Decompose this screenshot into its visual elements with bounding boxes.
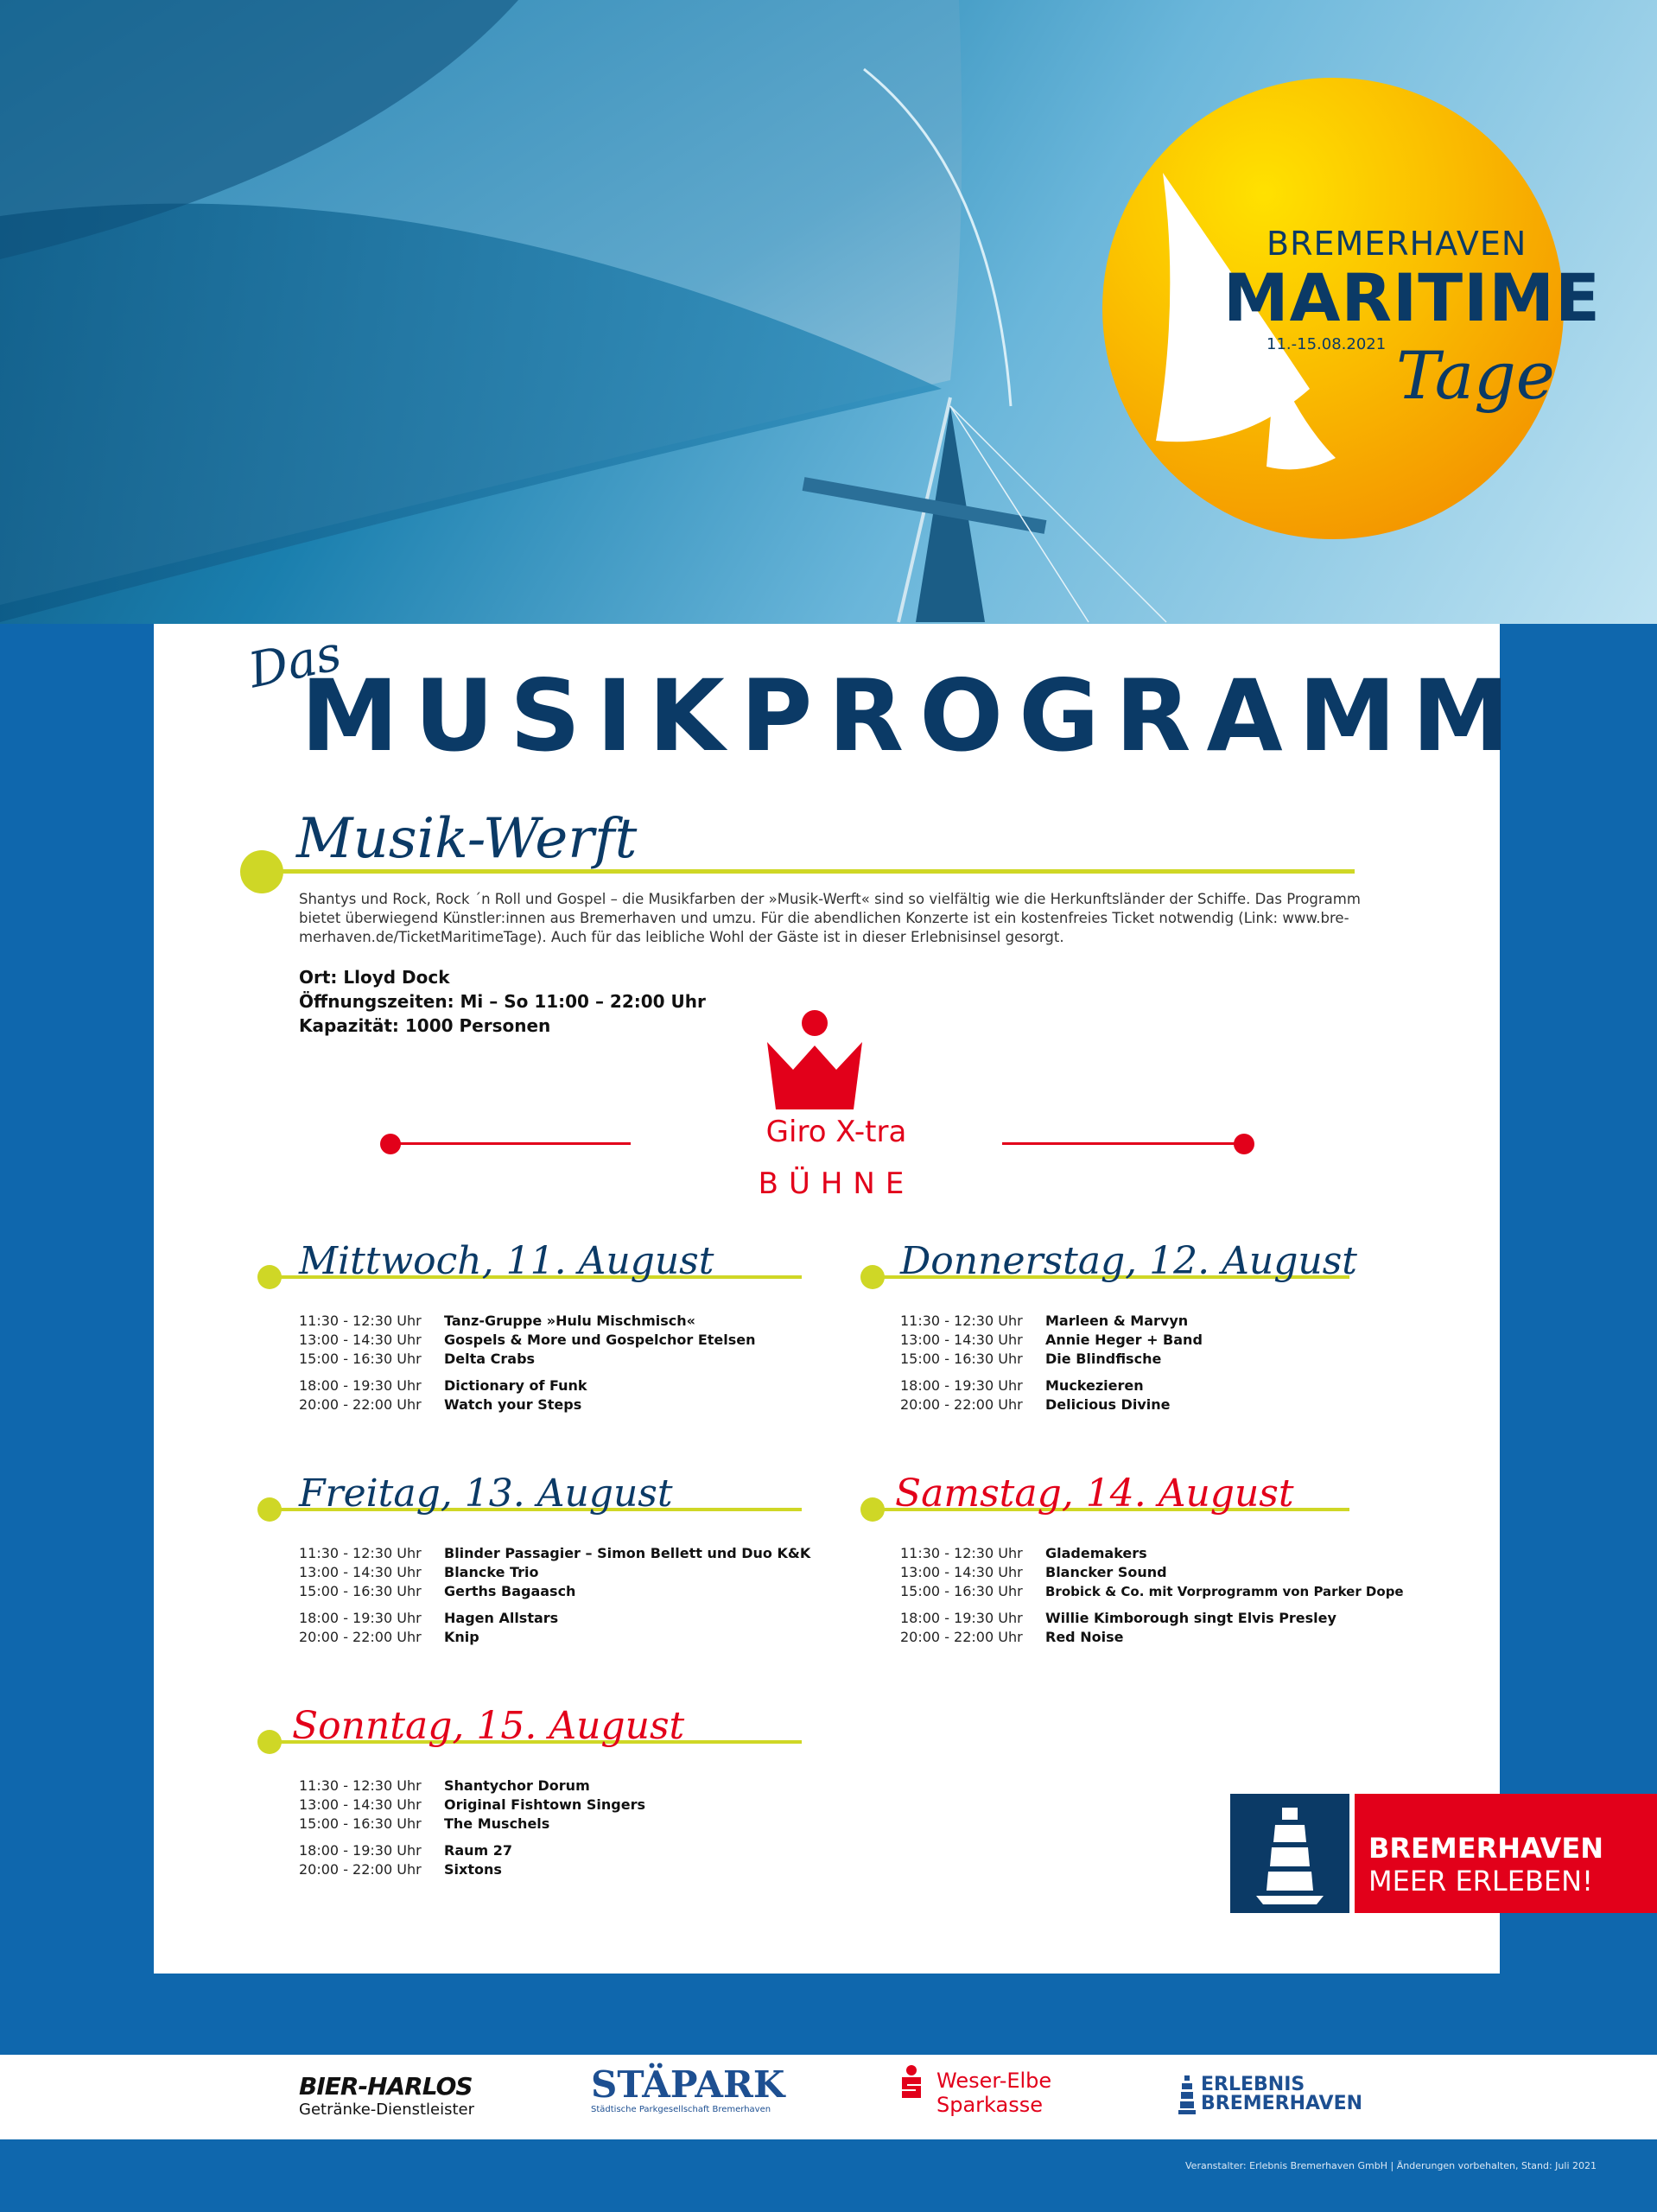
brand-line1: BREMERHAVEN — [1368, 1832, 1604, 1865]
act: Delta Crabs — [444, 1351, 536, 1367]
act: Hagen Allstars — [444, 1610, 559, 1626]
erlebnis-line1: ERLEBNIS — [1201, 2074, 1305, 2095]
time: 11:30 - 12:30 Uhr — [299, 1777, 422, 1794]
logo-tage: Tage — [1396, 337, 1555, 414]
time: 18:00 - 19:30 Uhr — [299, 1842, 422, 1859]
time: 15:00 - 16:30 Uhr — [299, 1815, 422, 1832]
time: 11:30 - 12:30 Uhr — [900, 1313, 1023, 1329]
act: Sixtons — [444, 1861, 502, 1878]
act: Die Blindfische — [1045, 1351, 1162, 1367]
section-info — [299, 965, 706, 1038]
bremerhaven-brand-logo — [1230, 1794, 1657, 1913]
bier-harlos-sub: Getränke-Dienstleister — [299, 2101, 475, 2119]
day-block-sunday — [257, 1704, 914, 1891]
time: 20:00 - 22:00 Uhr — [900, 1396, 1023, 1413]
time: 13:00 - 14:30 Uhr — [299, 1796, 422, 1813]
day-block-friday — [257, 1471, 914, 1658]
time: 18:00 - 19:30 Uhr — [299, 1377, 422, 1394]
act: Glademakers — [1045, 1545, 1147, 1561]
day-title: Freitag, 13. August — [299, 1471, 673, 1516]
time: 13:00 - 14:30 Uhr — [299, 1564, 422, 1580]
erlebnis-ship-icon — [1178, 2075, 1196, 2115]
stage-dot-left — [380, 1134, 401, 1154]
act: Muckezieren — [1045, 1377, 1144, 1394]
section-description: Shantys und Rock, Rock ´n Roll und Gospel – die Musikfarben der »Musik-Werft« sind so vielfältig wie die Herkunftsländer der Schiffe. Das Programm bietet überwiegend Künstler:innen aus Bremerhaven und umzu. Für die abendlichen Konzerte ist ein kostenfreies Ticket notwendig (Link: www.bre-merhaven.de/TicketMaritimeTage). Auch für das leibliche Wohl der Gäste ist in dieser Erlebnisinsel gesorgt. — [299, 891, 1361, 945]
day-title: Donnerstag, 12. August — [900, 1239, 1357, 1283]
erlebnis-line2: BREMERHAVEN — [1201, 2093, 1363, 2114]
time: 11:30 - 12:30 Uhr — [299, 1313, 422, 1329]
logo-dates: 11.-15.08.2021 — [1267, 335, 1387, 353]
day-title: Mittwoch, 11. August — [299, 1239, 714, 1283]
act: Tanz-Gruppe »Hulu Mischmisch« — [444, 1313, 695, 1329]
staepark-name: STÄPARK — [591, 2063, 785, 2106]
act: Willie Kimborough singt Elvis Presley — [1045, 1610, 1336, 1626]
staepark-sub: Städtische Parkgesellschaft Bremerhaven — [591, 2105, 771, 2114]
capacity-text: Kapazität: 1000 Personen — [299, 1015, 551, 1036]
time: 20:00 - 22:00 Uhr — [299, 1861, 422, 1878]
footer-note: Veranstalter: Erlebnis Bremerhaven GmbH | Änderungen vorbehalten, Stand: Juli 2021 — [1185, 2160, 1597, 2171]
act: Watch your Steps — [444, 1396, 582, 1413]
day-block-thursday — [860, 1239, 1465, 1426]
program-panel — [154, 624, 1526, 1974]
act: Knip — [444, 1629, 479, 1645]
stage-dot-right — [1234, 1134, 1254, 1154]
maritime-tage-logo — [1102, 78, 1601, 539]
sparkasse-line1: Weser-Elbe — [936, 2069, 1052, 2093]
time: 15:00 - 16:30 Uhr — [900, 1583, 1023, 1599]
page-title: MUSIKPROGRAMM — [301, 658, 1526, 773]
brand-text-box — [1355, 1794, 1657, 1913]
act: Raum 27 — [444, 1842, 513, 1859]
act: Blinder Passagier – Simon Bellett und Duo K&K — [444, 1545, 811, 1561]
bier-harlos-name: BIER-HARLOS — [299, 2072, 473, 2101]
act: Annie Heger + Band — [1045, 1332, 1203, 1348]
day-title: Samstag, 14. August — [895, 1471, 1294, 1516]
logo-bremerhaven: BREMERHAVEN — [1267, 225, 1527, 263]
time: 18:00 - 19:30 Uhr — [299, 1610, 422, 1626]
act: Gerths Bagaasch — [444, 1583, 576, 1599]
act: Dictionary of Funk — [444, 1377, 587, 1394]
act: Blancke Trio — [444, 1564, 539, 1580]
sparkasse-icon — [900, 2065, 923, 2100]
stage-line-right — [1002, 1142, 1246, 1145]
time: 11:30 - 12:30 Uhr — [900, 1545, 1023, 1561]
day-title: Sonntag, 15. August — [292, 1704, 685, 1748]
lighthouse-ship-icon — [1230, 1794, 1349, 1913]
section-title: Musik-Werft — [296, 807, 638, 871]
time: 15:00 - 16:30 Uhr — [900, 1351, 1023, 1367]
das-script: Das — [244, 625, 346, 700]
day-block-wednesday — [257, 1239, 914, 1426]
act: The Muschels — [444, 1815, 550, 1832]
time: 13:00 - 14:30 Uhr — [299, 1332, 422, 1348]
time: 18:00 - 19:30 Uhr — [900, 1610, 1023, 1626]
act: Marleen & Marvyn — [1045, 1313, 1189, 1329]
act: Gospels & More und Gospelchor Etelsen — [444, 1332, 756, 1348]
opening-hours-text: Öffnungszeiten: Mi – So 11:00 – 22:00 Uhr — [299, 991, 706, 1012]
time: 20:00 - 22:00 Uhr — [900, 1629, 1023, 1645]
logo-maritime: MARITIME — [1223, 259, 1601, 336]
stage-name: Giro X-tra — [765, 1115, 907, 1149]
act: Original Fishtown Singers — [444, 1796, 645, 1813]
brand-line2: MEER ERLEBEN! — [1368, 1865, 1593, 1897]
time: 13:00 - 14:30 Uhr — [900, 1332, 1023, 1348]
act: Brobick & Co. mit Vorprogramm von Parker Dope — [1045, 1584, 1404, 1599]
act: Red Noise — [1045, 1629, 1124, 1645]
sponsor-staepark — [591, 2065, 784, 2114]
stage-sub: BÜHNE — [758, 1166, 915, 1201]
sponsor-bier-harlos — [299, 2072, 474, 2119]
time: 20:00 - 22:00 Uhr — [299, 1629, 422, 1645]
time: 11:30 - 12:30 Uhr — [299, 1545, 422, 1561]
time: 20:00 - 22:00 Uhr — [299, 1396, 422, 1413]
act: Blancker Sound — [1045, 1564, 1167, 1580]
hero-sail-image — [0, 0, 1657, 624]
sponsor-bar — [0, 2055, 1657, 2139]
time: 15:00 - 16:30 Uhr — [299, 1583, 422, 1599]
day-block-saturday — [860, 1471, 1491, 1658]
crown-icon — [767, 1009, 862, 1113]
act: Shantychor Dorum — [444, 1777, 590, 1794]
sparkasse-line2: Sparkasse — [936, 2093, 1043, 2117]
stage-line-left — [389, 1142, 631, 1145]
time: 18:00 - 19:30 Uhr — [900, 1377, 1023, 1394]
time: 13:00 - 14:30 Uhr — [900, 1564, 1023, 1580]
location-text: Ort: Lloyd Dock — [299, 967, 450, 988]
act: Delicious Divine — [1045, 1396, 1171, 1413]
time: 15:00 - 16:30 Uhr — [299, 1351, 422, 1367]
